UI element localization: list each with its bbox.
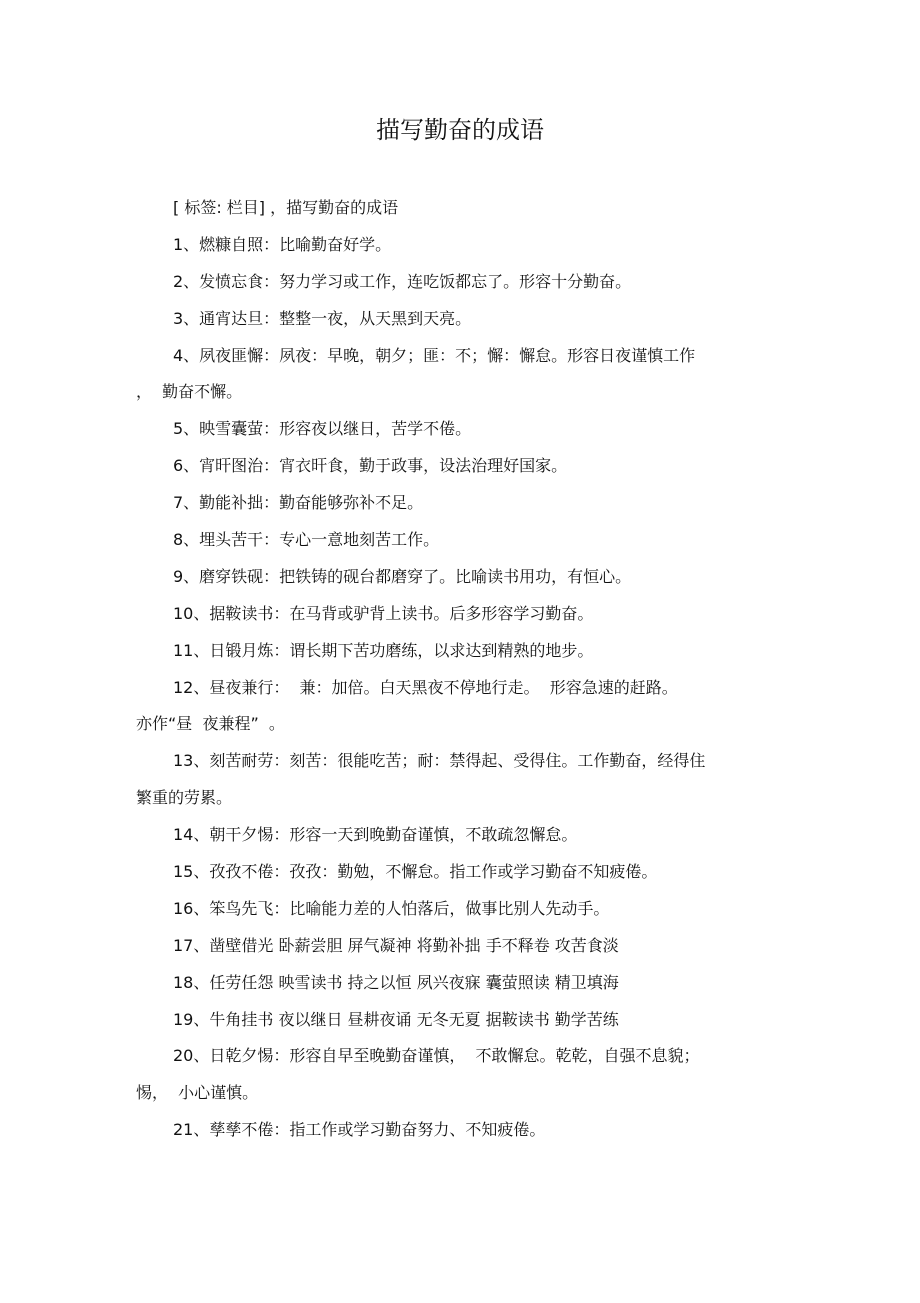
idiom-item: 3、通宵达旦：整整一夜，从天黑到天亮。 [173,308,472,328]
idiom-item: 7、勤能补拙：勤奋能够弥补不足。 [173,493,424,513]
idiom-item-continuation: 惕， 小心谨慎。 [136,1083,259,1103]
idiom-item: 16、笨鸟先飞：比喻能力差的人怕落后，做事比别人先动手。 [173,898,610,918]
idiom-item-continuation: 亦作“昼 夜兼程” 。 [136,714,285,734]
idiom-item: 8、埋头苦干：专心一意地刻苦工作。 [173,530,440,550]
idiom-item-continuation: 繁重的劳累。 [136,788,233,808]
idiom-item: 18、任劳任怨 映雪读书 持之以恒 夙兴夜寐 囊萤照读 精卫填海 [173,972,619,992]
idiom-item: 20、日乾夕惕：形容自早至晚勤奋谨慎， 不敢懈怠。乾乾，自强不息貌； [173,1046,700,1066]
idiom-item-continuation: ， 勤奋不懈。 [136,382,243,402]
document-body [136,190,796,1149]
idiom-item: 15、孜孜不倦：孜孜：勤勉，不懈怠。指工作或学习勤奋不知疲倦。 [173,862,658,882]
document-title: 描写勤奋的成语 [376,116,544,144]
idiom-item: 21、孳孳不倦：指工作或学习勤奋努力、不知疲倦。 [173,1120,546,1140]
idiom-item: 5、映雪囊萤：形容夜以继日，苦学不倦。 [173,419,472,439]
idiom-item: 14、朝干夕惕：形容一天到晚勤奋谨慎，不敢疏忽懈怠。 [173,825,578,845]
idiom-item: 12、昼夜兼行： 兼：加倍。白天黑夜不停地行走。 形容急速的赶路。 [173,677,678,697]
idiom-item: 4、夙夜匪懈：夙夜：早晚，朝夕；匪：不；懈：懈怠。形容日夜谨慎工作 [173,345,696,365]
tag-line: [ 标签: 栏目] ，描写勤奋的成语 [173,198,399,217]
idiom-item: 17、凿壁借光 卧薪尝胆 屏气凝神 将勤补拙 手不释卷 攻苦食淡 [173,935,619,955]
idiom-item: 13、刻苦耐劳：刻苦：很能吃苦；耐：禁得起、受得住。工作勤奋，经得住 [173,751,706,771]
idiom-item: 9、磨穿铁砚：把铁铸的砚台都磨穿了。比喻读书用功，有恒心。 [173,566,632,586]
idiom-item: 19、牛角挂书 夜以继日 昼耕夜诵 无冬无夏 据鞍读书 勤学苦练 [173,1009,619,1029]
idiom-item: 1、燃糠自照：比喻勤奋好学。 [173,234,392,254]
idiom-item: 2、发愤忘食：努力学习或工作，连吃饭都忘了。形容十分勤奋。 [173,271,632,291]
idiom-item: 11、日锻月炼：谓长期下苦功磨练，以求达到精熟的地步。 [173,640,594,660]
idiom-item: 6、宵旰图治：宵衣旰食，勤于政事，设法治理好国家。 [173,456,568,476]
idiom-item: 10、据鞍读书：在马背或驴背上读书。后多形容学习勤奋。 [173,603,594,623]
